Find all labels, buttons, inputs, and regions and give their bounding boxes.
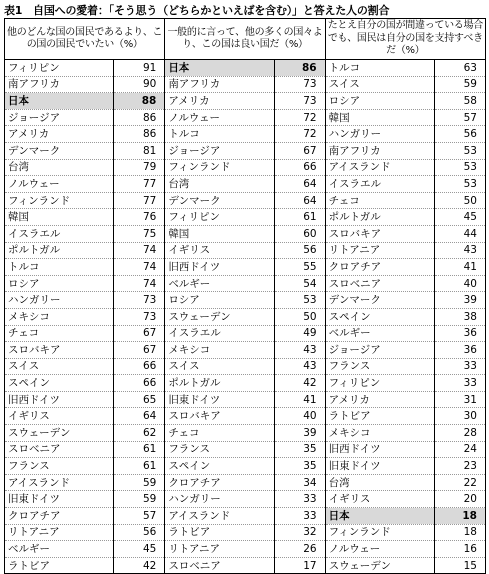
- country-name: チェコ: [165, 425, 274, 442]
- country-name: ポルトガル: [325, 209, 434, 226]
- country-name: ラトビア: [165, 524, 274, 541]
- country-name: スイス: [5, 358, 114, 375]
- percent-value: 32: [274, 524, 325, 541]
- table-row: [5, 126, 486, 143]
- country-name: 韓国: [165, 225, 274, 242]
- country-name: 日本: [5, 93, 114, 110]
- country-name: 南アフリカ: [165, 76, 274, 93]
- percent-value: 66: [274, 159, 325, 176]
- percent-value: 64: [274, 176, 325, 193]
- country-name: 台湾: [325, 474, 434, 491]
- country-name: ノルウェー: [325, 541, 434, 558]
- percent-value: 75: [114, 225, 165, 242]
- percent-value: 67: [114, 342, 165, 359]
- table-title: 表1 自国への愛着：「そう思う（どちらかといえばを含む）」と答えた人の割合: [4, 4, 390, 17]
- country-name: イギリス: [165, 242, 274, 259]
- country-name: 台湾: [165, 176, 274, 193]
- percent-value: 45: [434, 209, 485, 226]
- country-name: スロバキア: [165, 408, 274, 425]
- table-row: [5, 93, 486, 110]
- table-body: [5, 60, 486, 574]
- country-name: 旧西ドイツ: [165, 259, 274, 276]
- country-name: ジョージア: [325, 342, 434, 359]
- percent-value: 73: [274, 93, 325, 110]
- table-row: [5, 176, 486, 193]
- percent-value: 18: [434, 524, 485, 541]
- country-name: 旧西ドイツ: [5, 391, 114, 408]
- percent-value: 61: [114, 458, 165, 475]
- table-row: [5, 524, 486, 541]
- percent-value: 17: [274, 557, 325, 574]
- percent-value: 86: [114, 126, 165, 143]
- country-name: イスラエル: [5, 225, 114, 242]
- country-name: 旧東ドイツ: [325, 458, 434, 475]
- percent-value: 67: [114, 325, 165, 342]
- table-row: [5, 109, 486, 126]
- percent-value: 24: [434, 441, 485, 458]
- country-name: メキシコ: [325, 425, 434, 442]
- country-name: スウェーデン: [325, 557, 434, 574]
- column-header-support-even-if-wrong: たとえ自分の国が間違っている場合でも、国民は自分の国を支持すべきだ（%）: [325, 19, 485, 60]
- country-name: ロシア: [325, 93, 434, 110]
- percent-value: 53: [434, 176, 485, 193]
- table-row: [5, 159, 486, 176]
- percent-value: 34: [274, 474, 325, 491]
- table-row: [5, 458, 486, 475]
- country-name: 旧西ドイツ: [325, 441, 434, 458]
- country-name: イギリス: [5, 408, 114, 425]
- percent-value: 30: [434, 408, 485, 425]
- percent-value: 22: [434, 474, 485, 491]
- percent-value: 64: [114, 408, 165, 425]
- country-name: デンマーク: [5, 142, 114, 159]
- percent-value: 54: [274, 275, 325, 292]
- percent-value: 31: [434, 391, 485, 408]
- percent-value: 36: [434, 342, 485, 359]
- country-name: ノルウェー: [5, 176, 114, 193]
- percent-value: 43: [434, 242, 485, 259]
- percent-value: 36: [434, 325, 485, 342]
- percent-value: 42: [274, 375, 325, 392]
- percent-value: 44: [434, 225, 485, 242]
- country-name: スロベニア: [5, 441, 114, 458]
- percent-value: 53: [434, 159, 485, 176]
- country-name: ジョージア: [5, 109, 114, 126]
- percent-value: 74: [114, 275, 165, 292]
- percent-value: 18: [434, 508, 485, 525]
- percent-value: 23: [434, 458, 485, 475]
- percent-value: 72: [274, 126, 325, 143]
- table-row: [5, 491, 486, 508]
- country-name: チェコ: [5, 325, 114, 342]
- country-name: 日本: [165, 60, 274, 77]
- table-row: [5, 225, 486, 242]
- percent-value: 33: [434, 358, 485, 375]
- country-name: 旧東ドイツ: [5, 491, 114, 508]
- table-row: [5, 408, 486, 425]
- country-name: クロアチア: [5, 508, 114, 525]
- percent-value: 49: [274, 325, 325, 342]
- table-row: [5, 342, 486, 359]
- country-name: フィンランド: [165, 159, 274, 176]
- percent-value: 35: [274, 441, 325, 458]
- percent-value: 74: [114, 259, 165, 276]
- country-name: イギリス: [325, 491, 434, 508]
- country-name: ジョージア: [165, 142, 274, 159]
- percent-value: 43: [274, 358, 325, 375]
- country-name: ロシア: [5, 275, 114, 292]
- percent-value: 59: [114, 474, 165, 491]
- header-row: [5, 19, 486, 60]
- country-name: リトアニア: [5, 524, 114, 541]
- table-row: [5, 192, 486, 209]
- percent-value: 43: [274, 342, 325, 359]
- country-name: アイスランド: [165, 508, 274, 525]
- percent-value: 66: [114, 358, 165, 375]
- column-header-better-country: 一般的に言って、他の多くの国々より、この国は良い国だ（%）: [165, 19, 325, 60]
- country-name: ポルトガル: [5, 242, 114, 259]
- percent-value: 88: [114, 93, 165, 110]
- percent-value: 61: [274, 209, 325, 226]
- percent-value: 42: [114, 557, 165, 574]
- percent-value: 20: [434, 491, 485, 508]
- percent-value: 79: [114, 159, 165, 176]
- country-name: スロバキア: [5, 342, 114, 359]
- percent-value: 56: [434, 126, 485, 143]
- country-name: スロベニア: [325, 275, 434, 292]
- percent-value: 56: [114, 524, 165, 541]
- percent-value: 76: [114, 209, 165, 226]
- table-row: [5, 541, 486, 558]
- country-name: フィンランド: [325, 524, 434, 541]
- table-row: [5, 209, 486, 226]
- percent-value: 90: [114, 76, 165, 93]
- percent-value: 55: [274, 259, 325, 276]
- country-name: ベルギー: [325, 325, 434, 342]
- country-name: イスラエル: [325, 176, 434, 193]
- percent-value: 62: [114, 425, 165, 442]
- country-name: デンマーク: [165, 192, 274, 209]
- percent-value: 50: [274, 308, 325, 325]
- country-name: ハンガリー: [5, 292, 114, 309]
- percent-value: 86: [114, 109, 165, 126]
- country-name: トルコ: [325, 60, 434, 77]
- country-name: クロアチア: [325, 259, 434, 276]
- country-name: イスラエル: [165, 325, 274, 342]
- percent-value: 59: [114, 491, 165, 508]
- country-name: ロシア: [165, 292, 274, 309]
- table-row: [5, 375, 486, 392]
- percent-value: 16: [434, 541, 485, 558]
- percent-value: 35: [274, 458, 325, 475]
- country-name: アイスランド: [325, 159, 434, 176]
- country-name: ハンガリー: [165, 491, 274, 508]
- country-name: 南アフリカ: [5, 76, 114, 93]
- percent-value: 38: [434, 308, 485, 325]
- country-name: フィンランド: [5, 192, 114, 209]
- country-name: 韓国: [325, 109, 434, 126]
- country-name: ポルトガル: [165, 375, 274, 392]
- percent-value: 61: [114, 441, 165, 458]
- country-name: リトアニア: [165, 541, 274, 558]
- country-name: クロアチア: [165, 474, 274, 491]
- country-name: スペイン: [325, 308, 434, 325]
- table-row: [5, 259, 486, 276]
- percent-value: 60: [274, 225, 325, 242]
- percent-value: 26: [274, 541, 325, 558]
- country-name: 台湾: [5, 159, 114, 176]
- table-row: [5, 60, 486, 77]
- percent-value: 74: [114, 242, 165, 259]
- country-name: スイス: [165, 358, 274, 375]
- country-name: スロベニア: [165, 557, 274, 574]
- percent-value: 33: [274, 491, 325, 508]
- country-name: フィリピン: [5, 60, 114, 77]
- country-name: フランス: [165, 441, 274, 458]
- country-name: 韓国: [5, 209, 114, 226]
- country-name: スペイン: [165, 458, 274, 475]
- country-name: フィリピン: [165, 209, 274, 226]
- percent-value: 73: [114, 292, 165, 309]
- percent-value: 15: [434, 557, 485, 574]
- percent-value: 81: [114, 142, 165, 159]
- percent-value: 50: [434, 192, 485, 209]
- percent-value: 56: [274, 242, 325, 259]
- table-row: [5, 474, 486, 491]
- country-name: メキシコ: [5, 308, 114, 325]
- percent-value: 33: [434, 375, 485, 392]
- table-row: [5, 358, 486, 375]
- country-name: アメリカ: [325, 391, 434, 408]
- percent-value: 65: [114, 391, 165, 408]
- table-row: [5, 557, 486, 574]
- country-name: ハンガリー: [325, 126, 434, 143]
- percent-value: 41: [274, 391, 325, 408]
- percent-value: 57: [114, 508, 165, 525]
- percent-value: 63: [434, 60, 485, 77]
- country-name: デンマーク: [325, 292, 434, 309]
- percent-value: 77: [114, 176, 165, 193]
- percent-value: 33: [274, 508, 325, 525]
- percent-value: 67: [274, 142, 325, 159]
- country-name: ベルギー: [165, 275, 274, 292]
- country-name: スウェーデン: [165, 308, 274, 325]
- country-name: ノルウェー: [165, 109, 274, 126]
- country-name: スウェーデン: [5, 425, 114, 442]
- country-name: フランス: [5, 458, 114, 475]
- percent-value: 39: [434, 292, 485, 309]
- percent-value: 57: [434, 109, 485, 126]
- table-row: [5, 76, 486, 93]
- country-name: アイスランド: [5, 474, 114, 491]
- percent-value: 41: [434, 259, 485, 276]
- country-name: メキシコ: [165, 342, 274, 359]
- percent-value: 40: [274, 408, 325, 425]
- country-name: ラトビア: [5, 557, 114, 574]
- percent-value: 53: [274, 292, 325, 309]
- country-name: チェコ: [325, 192, 434, 209]
- percent-value: 53: [434, 142, 485, 159]
- country-name: ラトビア: [325, 408, 434, 425]
- percent-value: 39: [274, 425, 325, 442]
- country-name: トルコ: [165, 126, 274, 143]
- table-row: [5, 142, 486, 159]
- country-name: フィリピン: [325, 375, 434, 392]
- country-name: ベルギー: [5, 541, 114, 558]
- country-name: フランス: [325, 358, 434, 375]
- percent-value: 40: [434, 275, 485, 292]
- percent-value: 28: [434, 425, 485, 442]
- percent-value: 45: [114, 541, 165, 558]
- table-row: [5, 292, 486, 309]
- country-name: アメリカ: [5, 126, 114, 143]
- country-name: リトアニア: [325, 242, 434, 259]
- percent-value: 91: [114, 60, 165, 77]
- percent-value: 73: [114, 308, 165, 325]
- country-name: 旧東ドイツ: [165, 391, 274, 408]
- table-row: [5, 441, 486, 458]
- country-name: アメリカ: [165, 93, 274, 110]
- table-row: [5, 325, 486, 342]
- table-row: [5, 275, 486, 292]
- country-name: 南アフリカ: [325, 142, 434, 159]
- country-name: スイス: [325, 76, 434, 93]
- table-row: [5, 242, 486, 259]
- percent-value: 58: [434, 93, 485, 110]
- percent-value: 72: [274, 109, 325, 126]
- percent-value: 73: [274, 76, 325, 93]
- country-name: スロバキア: [325, 225, 434, 242]
- percent-value: 59: [434, 76, 485, 93]
- table-row: [5, 425, 486, 442]
- country-name: スペイン: [5, 375, 114, 392]
- table-row: [5, 308, 486, 325]
- country-name: トルコ: [5, 259, 114, 276]
- percent-value: 66: [114, 375, 165, 392]
- column-header-prefer-own-country: 他のどんな国の国民であるより、この国の国民でいたい（%）: [5, 19, 165, 60]
- percent-value: 86: [274, 60, 325, 77]
- percent-value: 77: [114, 192, 165, 209]
- attachment-table: [4, 18, 486, 574]
- table-row: [5, 391, 486, 408]
- table-row: [5, 508, 486, 525]
- country-name: 日本: [325, 508, 434, 525]
- percent-value: 64: [274, 192, 325, 209]
